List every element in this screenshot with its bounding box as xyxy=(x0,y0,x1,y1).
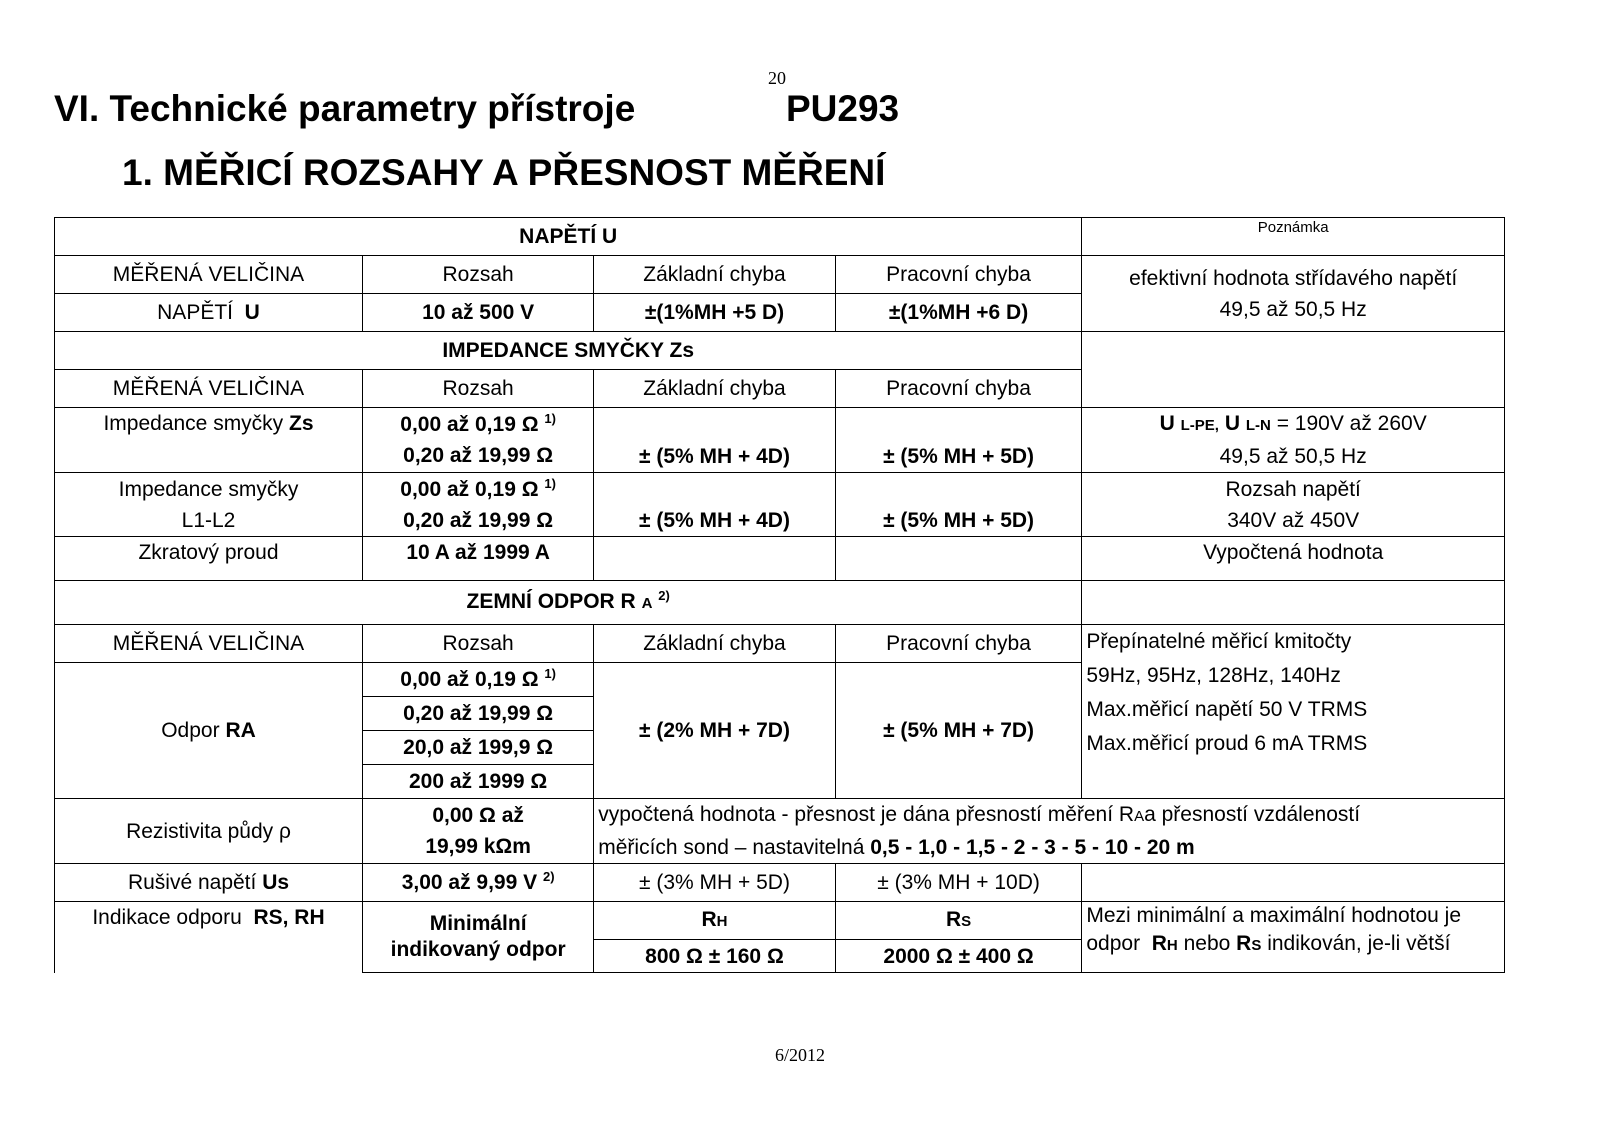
rho-name: Rezistivita půdy ρ xyxy=(55,799,363,864)
zs-note: U L-PE, U L-N = 190V až 260V 49,5 až 50,5 Hz xyxy=(1082,408,1505,473)
page-number: 20 xyxy=(768,68,786,88)
col-working-error: Pracovní chyba xyxy=(835,625,1082,663)
voltage-section-row xyxy=(55,218,1505,256)
us-working-error: ± (3% MH + 10D) xyxy=(835,864,1082,902)
ra-range-2: 0,20 až 19,99 Ω xyxy=(363,697,594,731)
l12-working-error: ± (5% MH + 5D) xyxy=(835,473,1082,537)
zs-name: Impedance smyčky Zs xyxy=(55,408,363,473)
voltage-name: NAPĚTÍ U xyxy=(55,294,363,332)
col-basic-error: Základní chyba xyxy=(594,256,835,294)
voltage-note-line: 49,5 až 50,5 Hz xyxy=(1219,297,1367,321)
l12-basic-error: ± (5% MH + 4D) xyxy=(594,473,835,537)
col-basic-error: Základní chyba xyxy=(594,370,835,408)
us-row xyxy=(55,864,1505,902)
l12-row xyxy=(55,473,1505,537)
ra-range-1: 0,00 až 0,19 Ω $^{1)}$ xyxy=(363,663,594,697)
indication-row xyxy=(55,902,1505,940)
voltage-working-error: ±(1%MH +6 D) xyxy=(835,294,1082,332)
rho-row xyxy=(55,799,1505,864)
rs-value: 2000 Ω ± 400 Ω xyxy=(835,940,1082,973)
short-working-error-empty xyxy=(835,537,1082,581)
voltage-header-row xyxy=(55,256,1505,294)
short-name: Zkratový proud xyxy=(55,537,363,581)
l12-name: Impedance smyčky L1-L2 xyxy=(55,473,363,537)
earth-header-row xyxy=(55,625,1505,663)
ra-basic-error: ± (2% MH + 7D) xyxy=(594,663,835,799)
rho-range: 0,00 Ω až 19,99 kΩm xyxy=(363,799,594,864)
chapter-title: VI. Technické parametry přístroje xyxy=(54,88,636,129)
impedance-section-title: IMPEDANCE SMYČKY Zs xyxy=(55,332,1082,370)
ra-range-3: 20,0 až 199,9 Ω xyxy=(363,731,594,765)
us-name: Rušivé napětí Us xyxy=(55,864,363,902)
earth-section-row xyxy=(55,581,1505,625)
voltage-section-title: NAPĚTÍ U xyxy=(55,218,1082,256)
col-range: Rozsah xyxy=(363,256,594,294)
earth-note-empty xyxy=(1082,581,1505,625)
voltage-note xyxy=(1082,256,1505,332)
voltage-note-line: efektivní hodnota střídavého napětí xyxy=(1129,266,1458,290)
col-basic-error: Základní chyba xyxy=(594,625,835,663)
us-range: 3,00 až 9,99 V $^{2)}$ xyxy=(363,864,594,902)
col-quantity: MĚŘENÁ VELIČINA xyxy=(55,625,363,663)
us-note-empty xyxy=(1082,864,1505,902)
device-code: PU293 xyxy=(786,88,900,129)
col-range: Rozsah xyxy=(363,625,594,663)
ind-name: Indikace odporu RS, RH xyxy=(55,902,363,973)
col-range: Rozsah xyxy=(363,370,594,408)
zs-range: 0,00 až 0,19 Ω $^{1)}$ 0,20 až 19,99 Ω xyxy=(363,408,594,473)
earth-section-title: ZEMNÍ ODPOR R A $^{2)}$ xyxy=(55,581,1082,625)
chapter-heading xyxy=(54,88,900,130)
rh-value: 800 Ω ± 160 Ω xyxy=(594,940,835,973)
us-basic-error: ± (3% MH + 5D) xyxy=(594,864,835,902)
ra-working-error: ± (5% MH + 7D) xyxy=(835,663,1082,799)
l12-range: 0,00 až 0,19 Ω $^{1)}$ 0,20 až 19,99 Ω xyxy=(363,473,594,537)
ra-range-4: 200 až 1999 Ω xyxy=(363,765,594,799)
zs-basic-error: ± (5% MH + 4D) xyxy=(594,408,835,473)
col-quantity: MĚŘENÁ VELIČINA xyxy=(55,370,363,408)
col-working-error: Pracovní chyba xyxy=(835,370,1082,408)
zs-row xyxy=(55,408,1505,473)
rs-header: RS xyxy=(835,902,1082,940)
note-column-header: Poznámka xyxy=(1082,218,1505,256)
l12-note: Rozsah napětí 340V až 450V xyxy=(1082,473,1505,537)
rh-header: RH xyxy=(594,902,835,940)
short-range: 10 A až 1999 A xyxy=(363,537,594,581)
rho-description: vypočtená hodnota - přesnost je dána přesností měření RAa přesností vzdáleností měřicích sond – nastavitelná 0,5 - 1,0 - 1,5 - 2 - 3 - 5 - 10 - 20 m xyxy=(594,799,1505,864)
short-note: Vypočtená hodnota xyxy=(1082,537,1505,581)
section-heading: 1. MĚŘICÍ ROZSAHY A PŘESNOST MĚŘENÍ xyxy=(122,152,886,193)
voltage-range: 10 až 500 V xyxy=(363,294,594,332)
earth-note: Přepínatelné měřicí kmitočty 59Hz, 95Hz, 128Hz, 140Hz Max.měřicí napětí 50 V TRMS Max.měřicí proud 6 mA TRMS xyxy=(1082,625,1505,799)
zs-working-error: ± (5% MH + 5D) xyxy=(835,408,1082,473)
voltage-basic-error: ±(1%MH +5 D) xyxy=(594,294,835,332)
impedance-section-row xyxy=(55,332,1505,370)
impedance-note-empty xyxy=(1082,332,1505,408)
ra-name: Odpor RA xyxy=(55,663,363,799)
ind-range: Minimální indikovaný odpor xyxy=(363,902,594,973)
short-basic-error-empty xyxy=(594,537,835,581)
spec-table xyxy=(54,217,1505,973)
footer-date: 6/2012 xyxy=(774,1045,825,1065)
ind-note: Mezi minimální a maximální hodnotou je odpor RH nebo RS indikován, je-li větší xyxy=(1082,902,1505,973)
col-quantity: MĚŘENÁ VELIČINA xyxy=(55,256,363,294)
col-working-error: Pracovní chyba xyxy=(835,256,1082,294)
short-circuit-row xyxy=(55,537,1505,581)
